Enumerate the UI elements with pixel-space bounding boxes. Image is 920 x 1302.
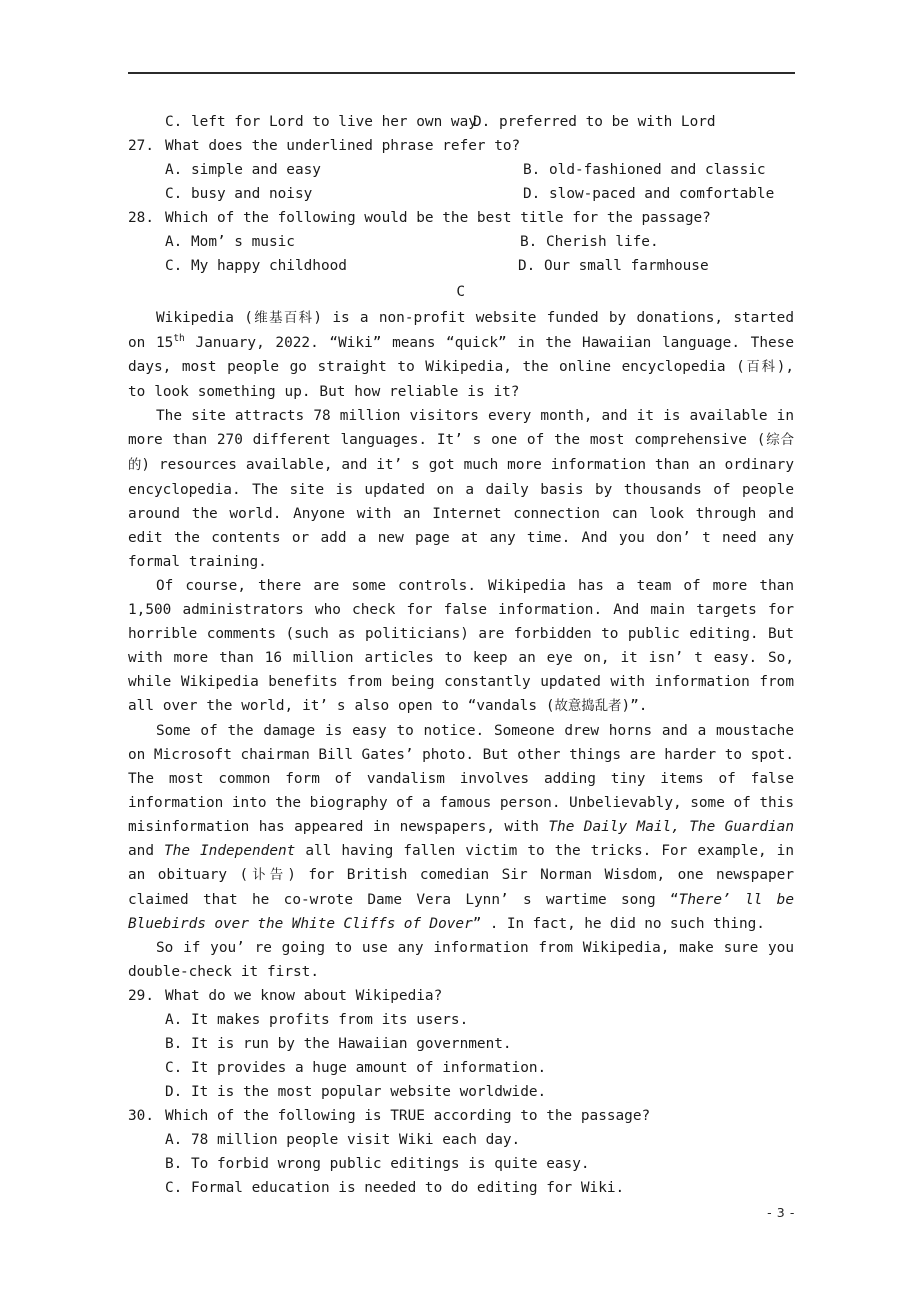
option-c: C. My happy childhood <box>165 258 347 274</box>
question-number-30: 30. <box>128 1108 154 1124</box>
option-d: D. It is the most popular website worldwide. <box>165 1084 547 1100</box>
page-number: - 3 - <box>767 1205 795 1220</box>
chinese-gloss: 故意捣乱者 <box>554 699 622 714</box>
option-row <box>128 254 794 278</box>
option-b: B. old-fashioned and classic <box>523 162 766 178</box>
option-b: B. It is run by the Hawaiian government. <box>165 1036 512 1052</box>
question-stem-28 <box>128 206 794 230</box>
ordinal-suffix: th <box>173 333 185 345</box>
passage-section-heading: C <box>456 284 466 300</box>
chinese-gloss: 讣告 <box>248 868 288 883</box>
header-rule <box>128 72 795 74</box>
question-text-29: What do we know about Wikipedia? <box>165 988 443 1004</box>
option-row <box>128 1008 794 1032</box>
option-c: C. Formal education is needed to do editing for Wiki. <box>165 1180 625 1196</box>
option-d: D. slow-paced and comfortable <box>523 186 775 202</box>
option-c: C. It provides a huge amount of information. <box>165 1060 547 1076</box>
passage-paragraph-4: Some of the damage is easy to notice. Someone drew horns and a moustache on Microsoft chairman Bill Gates’ photo. But other things are harder to spot. The most common form of vandalism involves adding tiny items of false information into the biography of a famous person. Unbelievably, some of this misinformation has appeared in newspapers, with The Daily Mail, The Guardian and The Independent all having fallen victim to the tricks. For example, in an obituary (讣告) for British comedian Sir Norman Wisdom, one newspaper claimed that he co-wrote Dame Vera Lynn’ s wartime song “There’ ll be Bluebirds over the White Cliffs of Dover” . In fact, he did no such thing. <box>128 723 795 932</box>
passage-paragraph-1: Wikipedia (维基百科) is a non-profit website funded by donations, started on 15th January, 2022. “Wiki” means “quick” in the Hawaiian language. These days, most people go straight to Wikipedia, the online encyclopedia (百科), to look something up. But how reliable is it? <box>128 310 795 400</box>
option-a: A. It makes profits from its users. <box>165 1012 469 1028</box>
option-b: B. To forbid wrong public editings is quite easy. <box>165 1156 590 1172</box>
chinese-gloss: 综合的 <box>128 433 794 473</box>
italic-title: The Daily Mail, The Guardian <box>548 819 794 835</box>
question-stem-29 <box>128 984 794 1008</box>
option-a: A. 78 million people visit Wiki each day. <box>165 1132 521 1148</box>
chinese-gloss: 百科 <box>744 360 777 375</box>
option-row <box>128 230 794 254</box>
question-number-27: 27. <box>128 138 154 154</box>
option-row <box>128 1056 794 1080</box>
option-row <box>128 1128 794 1152</box>
passage-paragraph-5: So if you’ re going to use any information from Wikipedia, make sure you double-check it first. <box>128 940 794 980</box>
question-text-28: Which of the following would be the best title for the passage? <box>165 210 711 226</box>
italic-title: There’ ll be Bluebirds over the White Cliffs of Dover <box>128 892 795 932</box>
option-d: D. Our small farmhouse <box>518 258 709 274</box>
page-content <box>128 110 794 1200</box>
chinese-gloss: 维基百科 <box>252 311 314 326</box>
option-row <box>128 158 794 182</box>
question-number-28: 28. <box>128 210 154 226</box>
question-text-30: Which of the following is TRUE according to the passage? <box>165 1108 651 1124</box>
option-c: C. busy and noisy <box>165 186 313 202</box>
option-c: C. left for Lord to live her own way <box>165 114 477 130</box>
passage-paragraph-2: The site attracts 78 million visitors every month, and it is available in more than 270 different languages. It’ s one of the most comprehensive (综合的) resources available, and it’ s got much more information than an ordinary encyclopedia. The site is updated on a daily basis by thousands of people around the world. Anyone with an Internet connection can look through and edit the contents or add a new page at any time. And you don’ t need any formal training. <box>128 408 794 570</box>
option-a: A. simple and easy <box>165 162 321 178</box>
option-d: D. preferred to be with Lord <box>473 114 716 130</box>
passage-paragraph-3: Of course, there are some controls. Wikipedia has a team of more than 1,500 administrators who check for false information. And main targets for horrible comments (such as politicians) are forbidden to public editing. But with more than 16 million articles to keep an eye on, it isn’ t easy. So, while Wikipedia benefits from being constantly updated with information from all over the world, it’ s also open to “vandals (故意捣乱者)”. <box>128 578 794 714</box>
option-row <box>128 110 794 134</box>
italic-title: The Independent <box>164 843 296 859</box>
option-row <box>128 1032 794 1056</box>
question-stem-27 <box>128 134 794 158</box>
question-number-29: 29. <box>128 988 154 1004</box>
option-a: A. Mom’ s music <box>165 234 295 250</box>
question-text-27: What does the underlined phrase refer to? <box>165 138 521 154</box>
option-b: B. Cherish life. <box>520 234 659 250</box>
option-row <box>128 1152 794 1176</box>
option-row <box>128 1176 794 1200</box>
option-row <box>128 1080 794 1104</box>
question-stem-30 <box>128 1104 794 1128</box>
option-row <box>128 182 794 206</box>
